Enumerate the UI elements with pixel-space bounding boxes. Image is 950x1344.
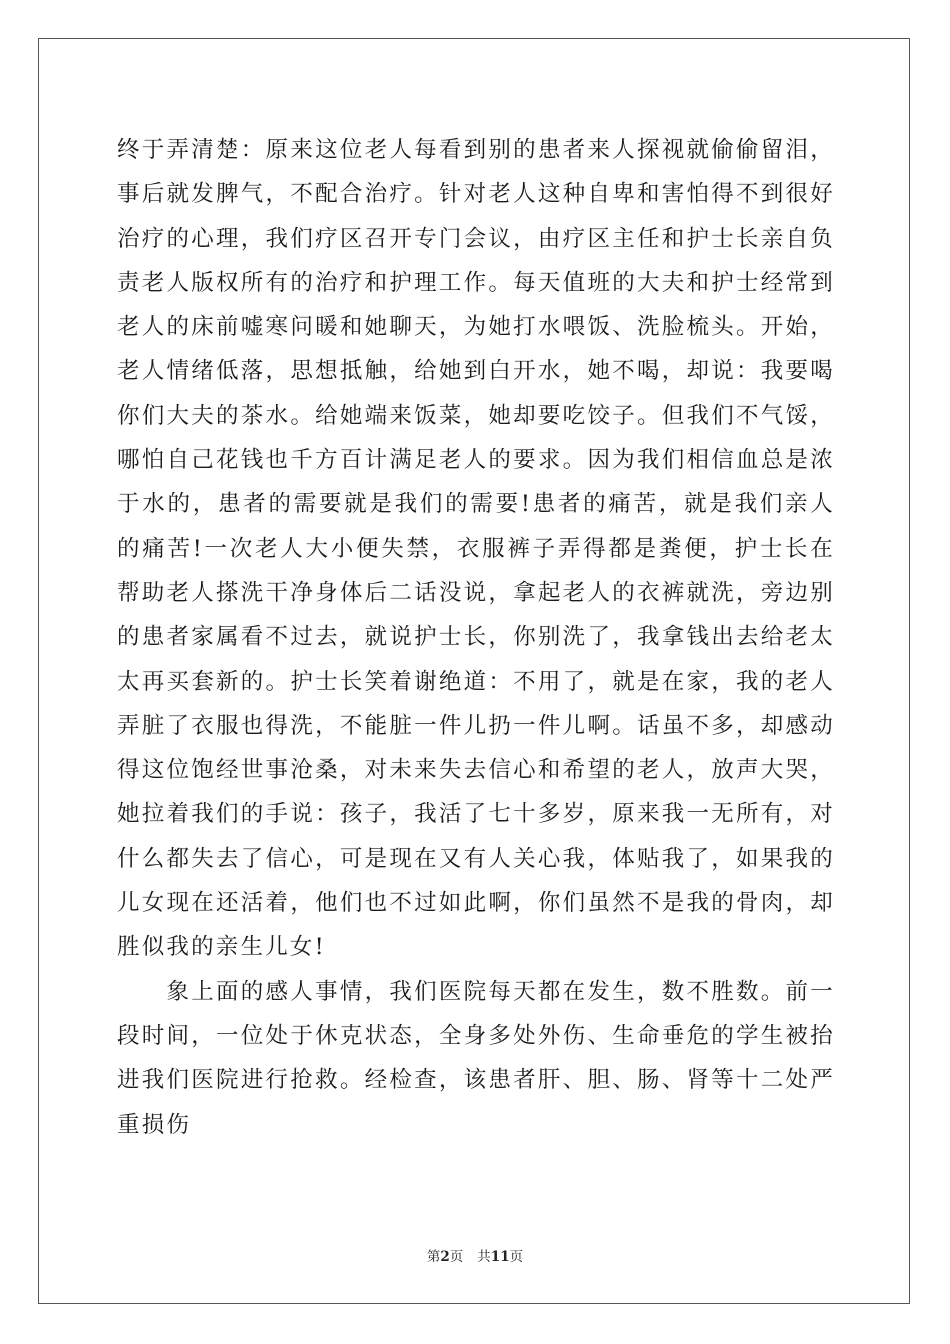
total-pages: 11	[490, 1249, 510, 1265]
page-footer	[0, 1248, 950, 1266]
total-suffix: 页	[509, 1249, 524, 1265]
total-prefix: 共	[477, 1249, 491, 1265]
paragraph-1: 终于弄清楚：原来这位老人每看到别的患者来人探视就偷偷留泪，事后就发脾气，不配合治疗。针对老人这种自卑和害怕得不到很好治疗的心理，我们疗区召开专门会议，由疗区主任和护士长亲自负责老人版权所有的治疗和护理工作。每天值班的大夫和护士经常到老人的床前嘘寒问暖和她聊天，为她打水喂饭、洗脸梳头。开始，老人情绪低落，思想抵触，给她到白开水，她不喝，却说：我要喝你们大夫的茶水。给她端来饭菜，她却要吃饺子。但我们不气馁，哪怕自己花钱也千方百计满足老人的要求。因为我们相信血总是浓于水的，患者的需要就是我们的需要!患者的痛苦，就是我们亲人的痛苦!一次老人大小便失禁，衣服裤子弄得都是粪便，护士长在帮助老人搽洗干净身体后二话没说，拿起老人的衣裤就洗，旁边别的患者家属看不过去，就说护士长，你别洗了，我拿钱出去给老太太再买套新的。护士长笑着谢绝道：不用了，就是在家，我的老人弄脏了衣服也得洗，不能脏一件儿扔一件儿啊。话虽不多，却感动得这位饱经世事沧桑，对未来失去信心和希望的老人，放声大哭，她拉着我们的手说：孩子，我活了七十多岁，原来我一无所有，对什么都失去了信心，可是现在又有人关心我，体贴我了，如果我的儿女现在还活着，他们也不过如此啊，你们虽然不是我的骨肉，却胜似我的亲生儿女!	[117, 137, 835, 961]
page-suffix: 页	[449, 1249, 464, 1265]
page-prefix: 第	[426, 1249, 441, 1265]
document-body	[117, 128, 835, 1147]
paragraph-2: 象上面的感人事情，我们医院每天都在发生，数不胜数。前一段时间，一位处于休克状态，全身多处外伤、生命垂危的学生被抬进我们医院进行抢救。经检查，该患者肝、胆、肠、肾等十二处严重损伤	[117, 978, 835, 1138]
page-number: 2	[440, 1249, 450, 1265]
